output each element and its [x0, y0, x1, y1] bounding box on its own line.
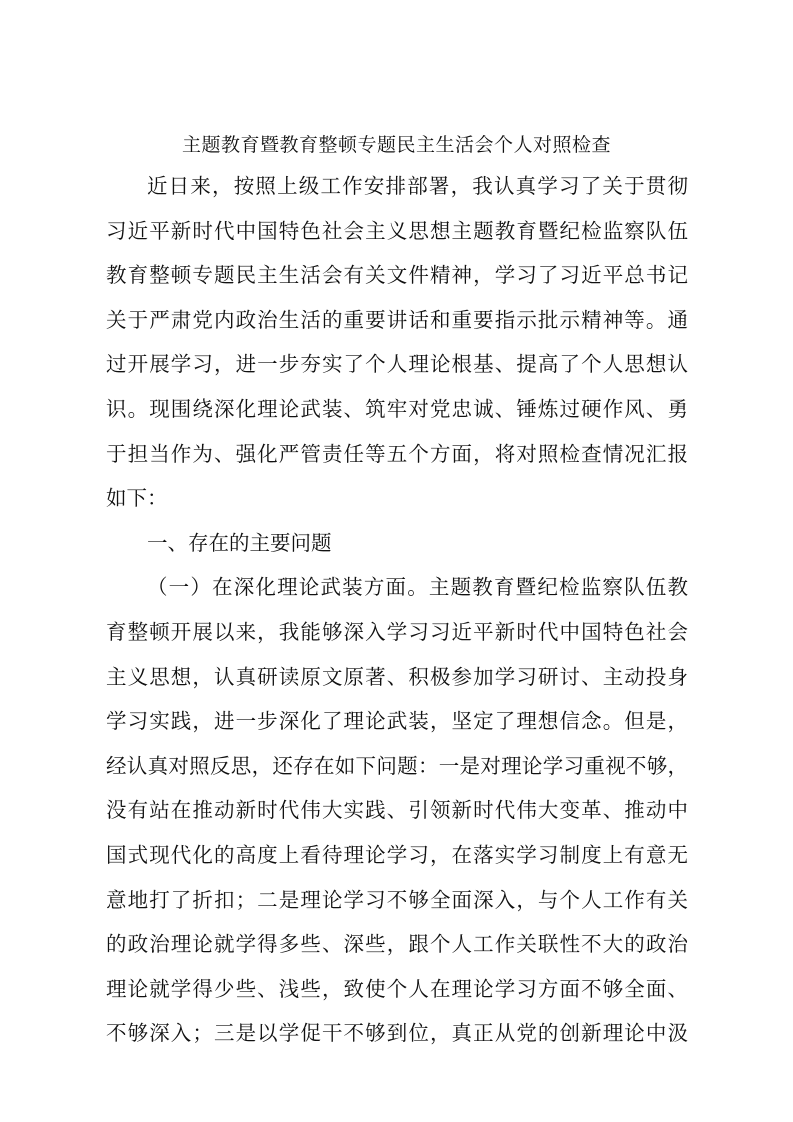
document-body [106, 164, 688, 1056]
text-line: 学习实践，进一步深化了理论武装，坚定了理想信念。但是， [106, 709, 688, 734]
text-line: 教育整顿专题民主生活会有关文件精神，学习了习近平总书记 [106, 263, 688, 288]
text-line: 育整顿开展以来，我能够深入学习习近平新时代中国特色社会 [106, 619, 688, 644]
text-line: 习近平新时代中国特色社会主义思想主题教育暨纪检监察队伍 [106, 218, 688, 243]
section-heading: 一、存在的主要问题 [147, 530, 332, 555]
text-line: 没有站在推动新时代伟大实践、引领新时代伟大变革、推动中 [106, 798, 688, 823]
text-line: （一）在深化理论武装方面。主题教育暨纪检监察队伍教 [147, 575, 688, 600]
text-line: 过开展学习，进一步夯实了个人理论根基、提高了个人思想认 [106, 352, 688, 377]
text-line: 意地打了折扣；二是理论学习不够全面深入，与个人工作有关 [106, 887, 688, 912]
text-line: 识。现围绕深化理论武装、筑牢对党忠诚、锤炼过硬作风、勇 [106, 396, 688, 421]
text-line: 如下： [106, 486, 168, 511]
text-line: 主义思想，认真研读原文原著、积极参加学习研讨、主动投身 [106, 664, 688, 689]
text-line: 国式现代化的高度上看待理论学习，在落实学习制度上有意无 [106, 842, 688, 867]
text-line: 的政治理论就学得多些、深些，跟个人工作关联性不大的政治 [106, 932, 688, 957]
text-line: 理论就学得少些、浅些，致使个人在理论学习方面不够全面、 [106, 976, 688, 1001]
document-title: 主题教育暨教育整顿专题民主生活会个人对照检查 [181, 134, 611, 156]
text-line: 不够深入；三是以学促干不够到位，真正从党的创新理论中汲 [106, 1021, 688, 1046]
text-line: 经认真对照反思，还存在如下问题：一是对理论学习重视不够， [106, 753, 688, 778]
text-line: 关于严肃党内政治生活的重要讲话和重要指示批示精神等。通 [106, 307, 688, 332]
text-line: 于担当作为、强化严管责任等五个方面，将对照检查情况汇报 [106, 441, 688, 466]
text-line: 近日来，按照上级工作安排部署，我认真学习了关于贯彻 [147, 174, 688, 198]
